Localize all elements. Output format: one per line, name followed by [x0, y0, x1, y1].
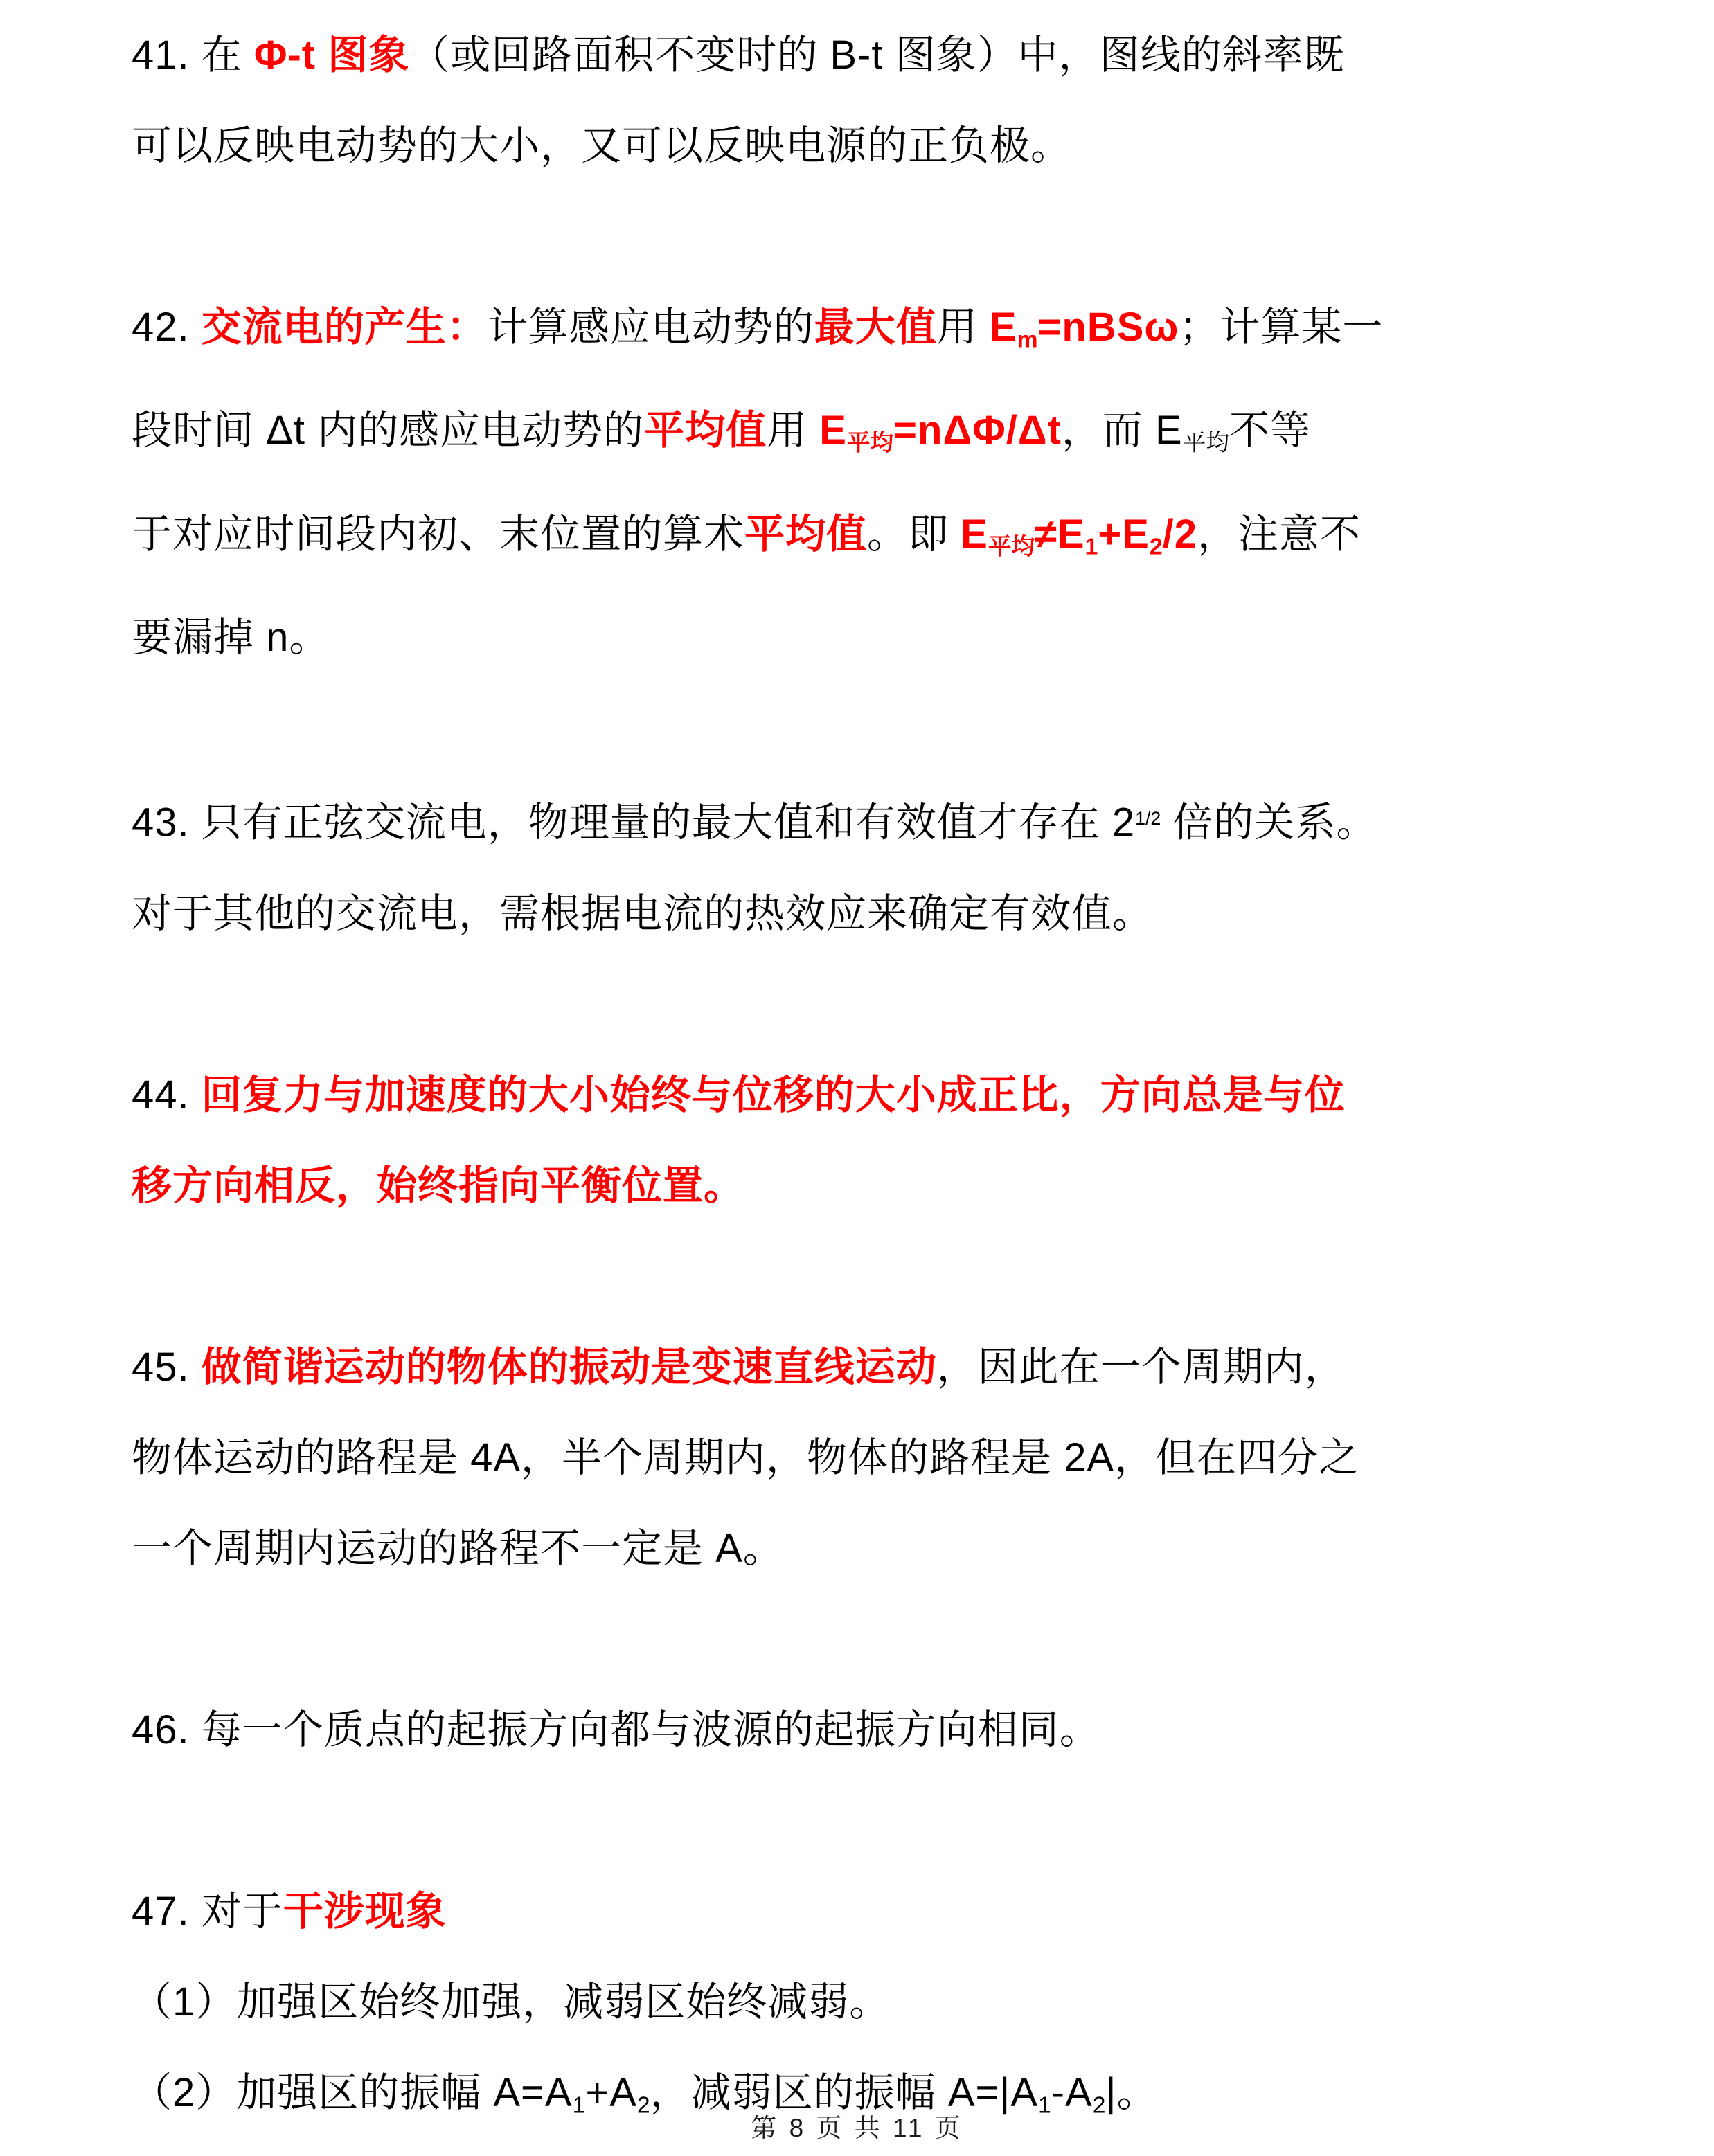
- note-line: [132, 1412, 1624, 1503]
- text-segment: 平均: [988, 534, 1035, 560]
- text-segment: （1）加强区始终加强，减弱区始终减弱。: [132, 1979, 891, 2024]
- text-segment: 平均: [1182, 430, 1229, 456]
- text-segment: ，注意不: [1197, 511, 1361, 557]
- text-segment: 2: [1149, 534, 1163, 560]
- text-segment: |。: [1105, 2069, 1158, 2115]
- text-segment: E: [961, 511, 988, 557]
- text-segment: 47. 对于: [132, 1888, 283, 1934]
- text-segment: 1: [572, 2092, 586, 2119]
- text-segment: +A: [585, 2069, 637, 2115]
- note-line: [132, 10, 1624, 100]
- text-segment: -A: [1051, 2069, 1093, 2115]
- text-segment: 物体运动的路程是 4A，半个周期内，物体的路程是 2A，但在四分之: [132, 1435, 1360, 1480]
- text-segment: 43. 只有正弦交流电，物理量的最大值和有效值才存在 2: [132, 800, 1136, 845]
- text-segment: 一个周期内运动的路程不一定是 A。: [132, 1525, 784, 1571]
- text-segment: 最大值: [814, 305, 937, 350]
- text-segment: ；计算某一: [1179, 305, 1384, 350]
- note-line: [132, 592, 1624, 683]
- note-item-46: [132, 1685, 1624, 1775]
- text-segment: =nBSω: [1037, 305, 1179, 350]
- text-segment: /2: [1162, 511, 1197, 557]
- note-line: [132, 773, 1624, 868]
- text-segment: 于对应时间段内初、末位置的算术: [132, 511, 745, 557]
- text-segment: 平均: [846, 430, 894, 456]
- text-segment: （或回路面积不变时的 B-t 图象）中，图线的斜率既: [409, 33, 1345, 78]
- text-segment: 1: [1038, 2092, 1051, 2119]
- note-line: [132, 1140, 1624, 1231]
- text-segment: E: [989, 305, 1017, 350]
- note-line: [132, 1503, 1624, 1594]
- note-item-41: [132, 10, 1624, 191]
- text-segment: 可以反映电动势的大小，又可以反映电源的正负极。: [132, 123, 1072, 168]
- text-segment: 回复力与加速度的大小始终与位移的大小成正比，方向总是与位: [201, 1072, 1346, 1117]
- text-segment: ，因此在一个周期内，: [936, 1344, 1346, 1390]
- text-segment: ≠E: [1035, 511, 1085, 557]
- note-item-47: [132, 1866, 1624, 2150]
- text-segment: +E: [1098, 511, 1150, 557]
- text-segment: E: [819, 408, 847, 453]
- text-segment: ，而 E: [1061, 408, 1183, 453]
- text-segment: 不等: [1229, 408, 1311, 453]
- text-segment: 移方向相反，始终指向平衡位置。: [132, 1162, 745, 1208]
- note-line: [132, 1866, 1624, 1957]
- note-line: [132, 1685, 1624, 1775]
- note-line: [132, 1050, 1624, 1140]
- note-line: [132, 489, 1624, 592]
- note-line: [132, 868, 1624, 959]
- note-item-44: [132, 1050, 1624, 1231]
- text-segment: 2: [636, 2092, 650, 2119]
- text-segment: 平均值: [744, 511, 868, 557]
- text-segment: 44.: [132, 1072, 202, 1117]
- text-segment: 倍的关系。: [1161, 800, 1377, 845]
- text-segment: m: [1017, 327, 1038, 353]
- page-footer: 第 8 页 共 11 页: [751, 2114, 963, 2142]
- text-segment: 。即: [867, 511, 961, 557]
- text-segment: 计算感应电动势的: [487, 305, 814, 350]
- text-segment: 2: [1092, 2092, 1106, 2119]
- text-segment: =nΔΦ/Δt: [893, 408, 1062, 453]
- note-line: [132, 100, 1624, 191]
- text-segment: Φ-t 图象: [253, 33, 410, 78]
- text-segment: 42.: [132, 305, 202, 350]
- text-segment: 用: [767, 408, 820, 453]
- text-segment: 平均值: [644, 408, 767, 453]
- text-segment: 1: [1084, 534, 1098, 560]
- text-segment: 41. 在: [132, 33, 254, 78]
- text-segment: 段时间 Δt 内的感应电动势的: [132, 408, 645, 453]
- notes-list: [132, 10, 1624, 2150]
- text-segment: （2）加强区的振幅 A=A: [132, 2069, 573, 2115]
- text-segment: 1/2: [1135, 808, 1161, 829]
- note-item-42: [132, 282, 1624, 683]
- note-line: [132, 385, 1624, 488]
- text-segment: ，减弱区的振幅 A=|A: [650, 2069, 1039, 2115]
- text-segment: 干涉现象: [283, 1888, 447, 1934]
- note-line: [132, 1322, 1624, 1412]
- text-segment: 做简谐运动的物体的振动是变速直线运动: [201, 1344, 937, 1390]
- text-segment: 45.: [132, 1344, 202, 1390]
- text-segment: 对于其他的交流电，需根据电流的热效应来确定有效值。: [132, 890, 1154, 936]
- note-line: [132, 1957, 1624, 2047]
- text-segment: 46. 每一个质点的起振方向都与波源的起振方向相同。: [132, 1707, 1100, 1752]
- note-item-45: [132, 1322, 1624, 1594]
- note-item-43: [132, 773, 1624, 959]
- text-segment: 用: [936, 305, 990, 350]
- text-segment: 交流电的产生：: [201, 305, 488, 350]
- text-segment: 要漏掉 n。: [132, 615, 330, 661]
- note-line: [132, 282, 1624, 385]
